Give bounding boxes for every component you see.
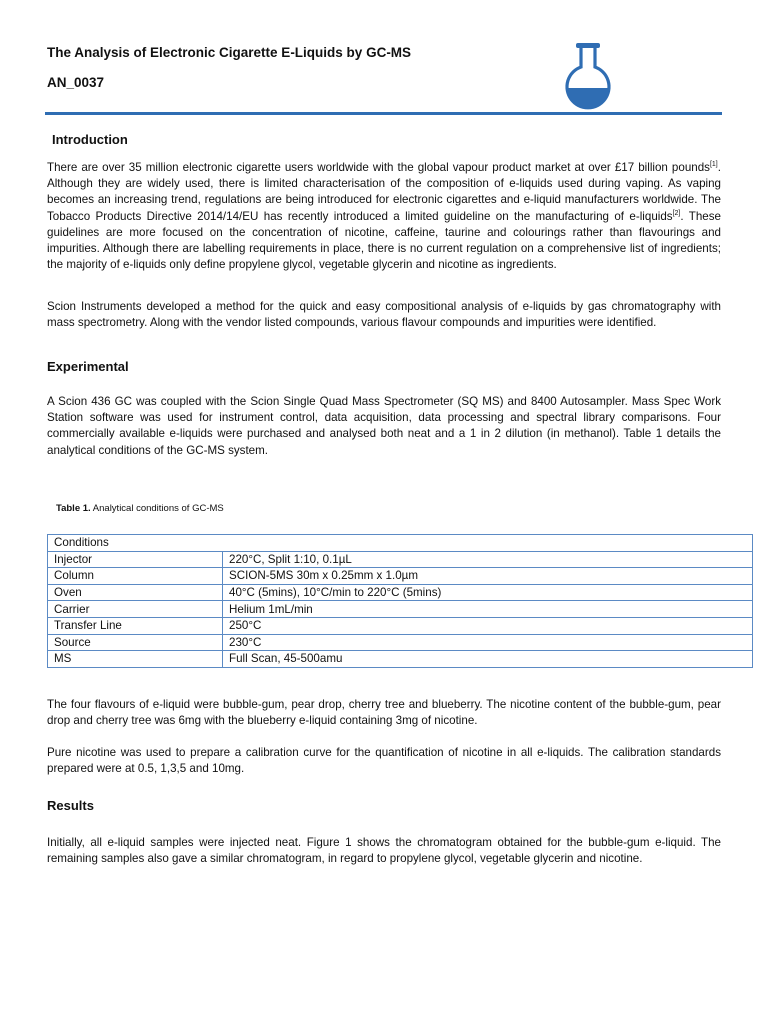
results-paragraph-1: Initially, all e-liquid samples were injected neat. Figure 1 shows the chromatogram obtained for the bubble-gum e-liquid. The remaining samples also gave a similar chromatogram, in regard to propylene glycol, vegetable glycerin and nicotine. — [47, 836, 721, 866]
condition-value: 230°C — [223, 634, 753, 651]
table-caption: Table 1. Analytical conditions of GC-MS — [56, 503, 224, 514]
flask-icon — [562, 40, 614, 112]
condition-value: 220°C, Split 1:10, 0.1µL — [223, 551, 753, 568]
table-header-row — [48, 535, 753, 552]
header-divider — [45, 112, 722, 115]
condition-name: Carrier — [48, 601, 223, 618]
results-heading: Results — [47, 798, 94, 813]
condition-name: Oven — [48, 584, 223, 601]
table-row — [48, 601, 753, 618]
introduction-paragraph-1: There are over 35 million electronic cigarette users worldwide with the global vapour product market at over £17 billion pounds[1]. Although they are widely used, there is limited characterisation of the composition of e-liquids used during vaping. As vaping becomes an increasing trend, regulations are being introduced for electronic cigarettes and e-liquid manufacturers worldwide. The Tobacco Products Directive 2014/14/EU has recently introduced a limited guideline on the manufacturing of e-liquids[2]. These guidelines are more focused on the concentration of nicotine, caffeine, taurine and colourings rather than flavourings and impurities. Although there are labelling requirements in place, there is no current regulation on a comprehensive list of ingredients; the majority of e-liquids only define propylene glycol, vegetable glycerin and nicotine as ingredients. — [47, 161, 721, 272]
document-code: AN_0037 — [47, 75, 105, 90]
condition-value: 40°C (5mins), 10°C/min to 220°C (5mins) — [223, 584, 753, 601]
condition-name: Column — [48, 568, 223, 585]
condition-value: 250°C — [223, 617, 753, 634]
condition-name: Injector — [48, 551, 223, 568]
introduction-heading: Introduction — [52, 132, 128, 147]
experimental-paragraph-2: The four flavours of e-liquid were bubble-gum, pear drop, cherry tree and blueberry. The nicotine content of the bubble-gum, pear drop and cherry tree was 6mg with the blueberry e-liquid containing 3mg of nicotine. — [47, 698, 721, 728]
table-row — [48, 551, 753, 568]
condition-name: Transfer Line — [48, 617, 223, 634]
table-row — [48, 568, 753, 585]
table-row — [48, 617, 753, 634]
condition-value: Helium 1mL/min — [223, 601, 753, 618]
experimental-paragraph-3: Pure nicotine was used to prepare a calibration curve for the quantification of nicotine in all e-liquids. The calibration standards prepared were at 0.5, 1,3,5 and 10mg. — [47, 746, 721, 776]
introduction-paragraph-2: Scion Instruments developed a method for the quick and easy compositional analysis of e-liquids by gas chromatography with mass spectrometry. Along with the vendor listed compounds, various flavour compounds and impurities were identified. — [47, 300, 721, 330]
condition-value: SCION-5MS 30m x 0.25mm x 1.0µm — [223, 568, 753, 585]
table-row — [48, 634, 753, 651]
table-header-cell: Conditions — [48, 535, 753, 552]
table-row — [48, 584, 753, 601]
condition-name: MS — [48, 651, 223, 668]
table-row — [48, 651, 753, 668]
condition-value: Full Scan, 45-500amu — [223, 651, 753, 668]
experimental-heading: Experimental — [47, 359, 129, 374]
conditions-table — [47, 534, 753, 668]
experimental-paragraph-1: A Scion 436 GC was coupled with the Scion Single Quad Mass Spectrometer (SQ MS) and 8400 Autosampler. Mass Spec Work Station software was used for instrument control, data acquisition, data processing and spectral library comparisons. Four commercially available e-liquids were purchased and analysed both neat and a 1 in 2 dilution (in methanol). Table 1 details the analytical conditions of the GC-MS system. — [47, 395, 721, 457]
condition-name: Source — [48, 634, 223, 651]
document-title: The Analysis of Electronic Cigarette E-Liquids by GC-MS — [47, 45, 412, 60]
